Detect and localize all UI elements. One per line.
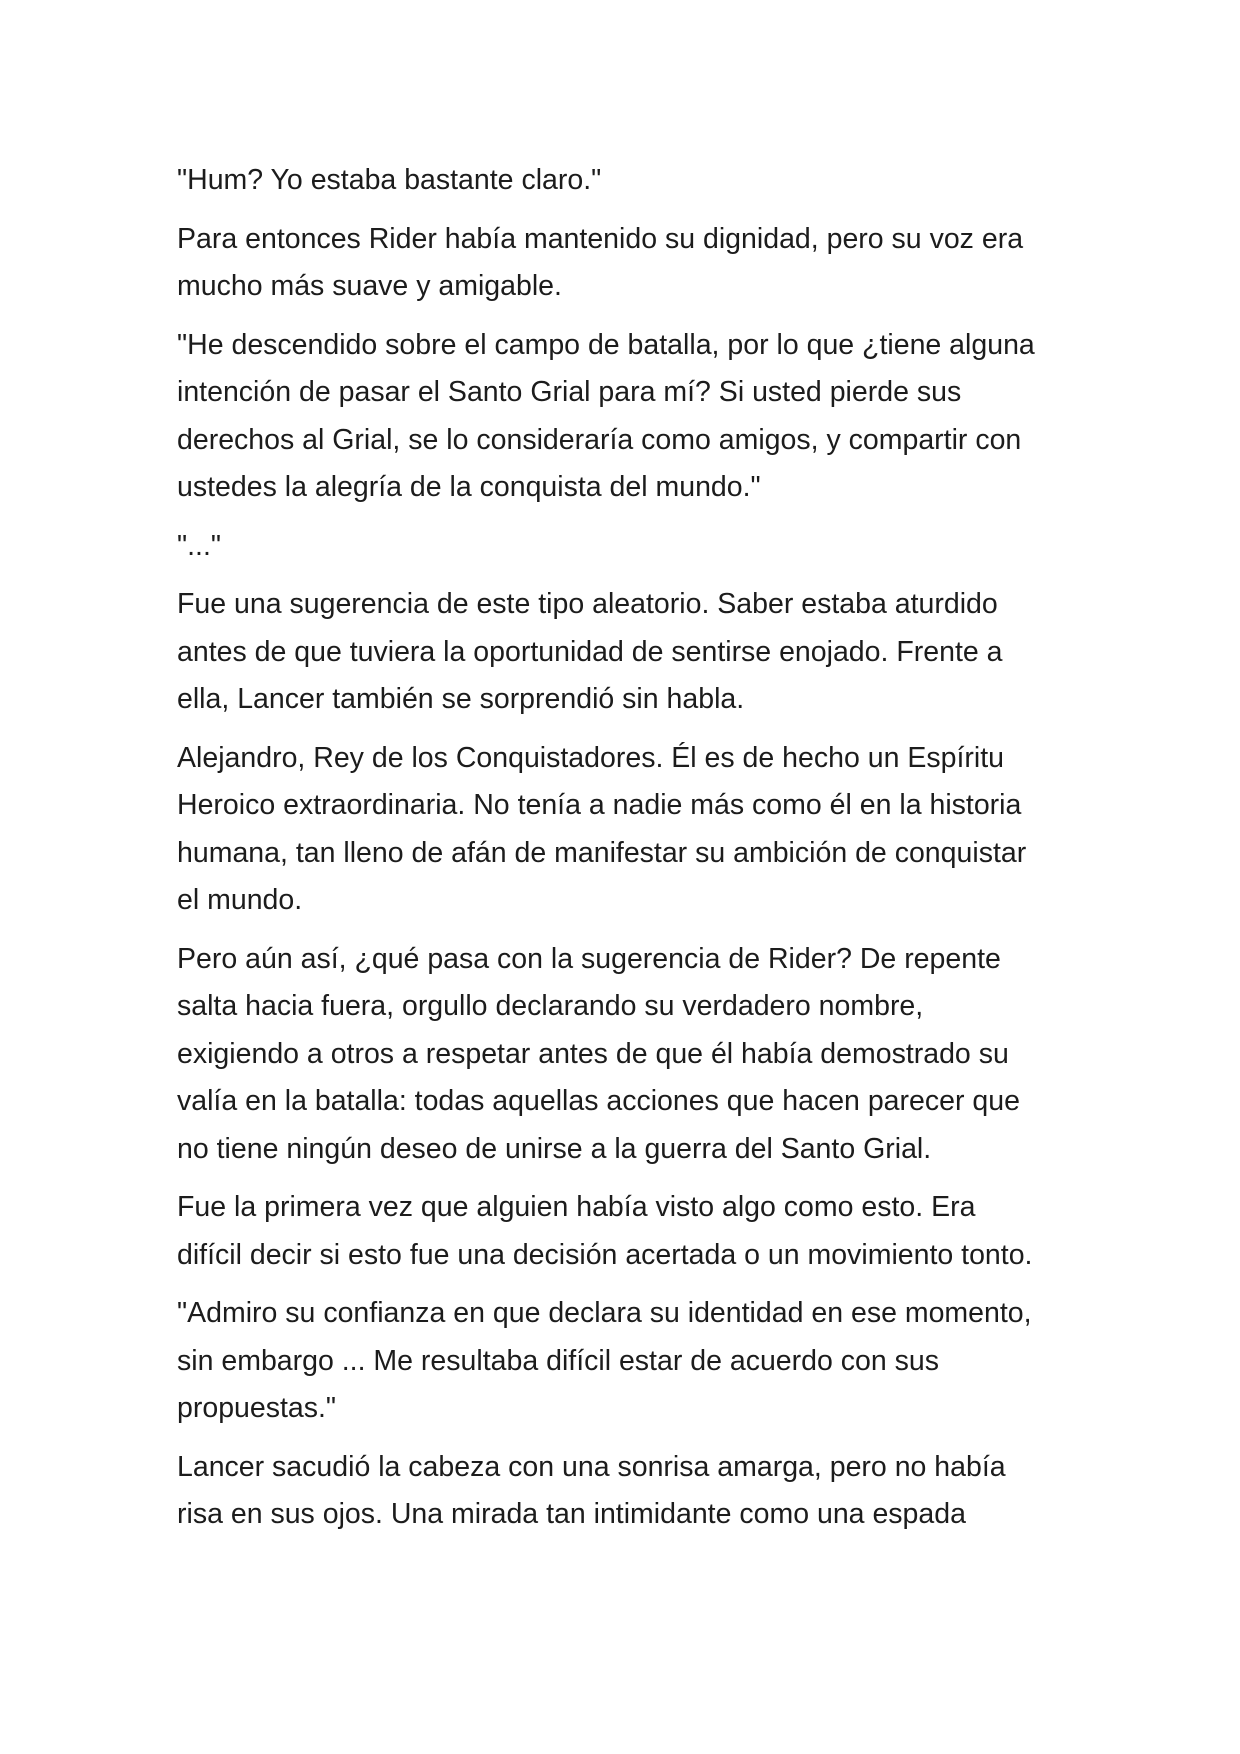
text-line: "He descendido sobre el campo de batalla, por lo que ¿tiene alguna xyxy=(177,328,1035,361)
text-line: "..." xyxy=(177,529,221,562)
text-line: "Hum? Yo estaba bastante claro." xyxy=(177,164,602,196)
text-line: Fue una sugerencia de este tipo aleatorio. Saber estaba aturdido xyxy=(177,588,998,620)
text-line: no tiene ningún deseo de unirse a la guerra del Santo Grial. xyxy=(177,1132,932,1165)
text-line: ella, Lancer también se sorprendió sin habla. xyxy=(177,683,745,715)
text-line: Para entonces Rider había mantenido su dignidad, pero su voz era xyxy=(177,222,1024,255)
text-line: ustedes la alegría de la conquista del mundo." xyxy=(177,471,761,503)
text-line: valía en la batalla: todas aquellas acciones que hacen parecer que xyxy=(177,1085,1020,1117)
text-line: risa en sus ojos. Una mirada tan intimidante como una espada xyxy=(177,1498,966,1530)
text-line: intención de pasar el Santo Grial para mí? Si usted pierde sus xyxy=(177,376,962,408)
text-line: Heroico extraordinaria. No tenía a nadie más como él en la historia xyxy=(177,789,1022,821)
text-line: Pero aún así, ¿qué pasa con la sugerencia de Rider? De repente xyxy=(177,942,1001,975)
paragraph xyxy=(177,735,1082,925)
paragraph xyxy=(177,216,1082,311)
text-line: Fue la primera vez que alguien había visto algo como esto. Era xyxy=(177,1191,976,1223)
text-line: propuestas." xyxy=(177,1392,337,1424)
body-text xyxy=(177,157,1082,1550)
text-line: "Admiro su confianza en que declara su identidad en ese momento, xyxy=(177,1297,1032,1329)
text-line: el mundo. xyxy=(177,884,303,916)
text-line: difícil decir si esto fue una decisión acertada o un movimiento tonto. xyxy=(177,1238,1033,1271)
paragraph xyxy=(177,157,1082,205)
text-line: derechos al Grial, se lo consideraría como amigos, y compartir con xyxy=(177,423,1022,456)
text-line: sin embargo ... Me resultaba difícil estar de acuerdo con sus xyxy=(177,1344,939,1377)
paragraph xyxy=(177,936,1082,1174)
paragraph xyxy=(177,1184,1082,1279)
text-line: Lancer sacudió la cabeza con una sonrisa amarga, pero no había xyxy=(177,1450,1006,1483)
paragraph xyxy=(177,322,1082,512)
text-line: exigiendo a otros a respetar antes de que él había demostrado su xyxy=(177,1037,1009,1070)
text-line: salta hacia fuera, orgullo declarando su verdadero nombre, xyxy=(177,990,924,1022)
paragraph xyxy=(177,581,1082,724)
text-line: mucho más suave y amigable. xyxy=(177,270,562,302)
paragraph xyxy=(177,1444,1082,1539)
text-line: humana, tan lleno de afán de manifestar su ambición de conquistar xyxy=(177,836,1027,869)
paragraph xyxy=(177,1290,1082,1433)
text-line: antes de que tuviera la oportunidad de sentirse enojado. Frente a xyxy=(177,635,1003,668)
paragraph xyxy=(177,523,1082,571)
text-line: Alejandro, Rey de los Conquistadores. Él es de hecho un Espíritu xyxy=(177,741,1004,774)
